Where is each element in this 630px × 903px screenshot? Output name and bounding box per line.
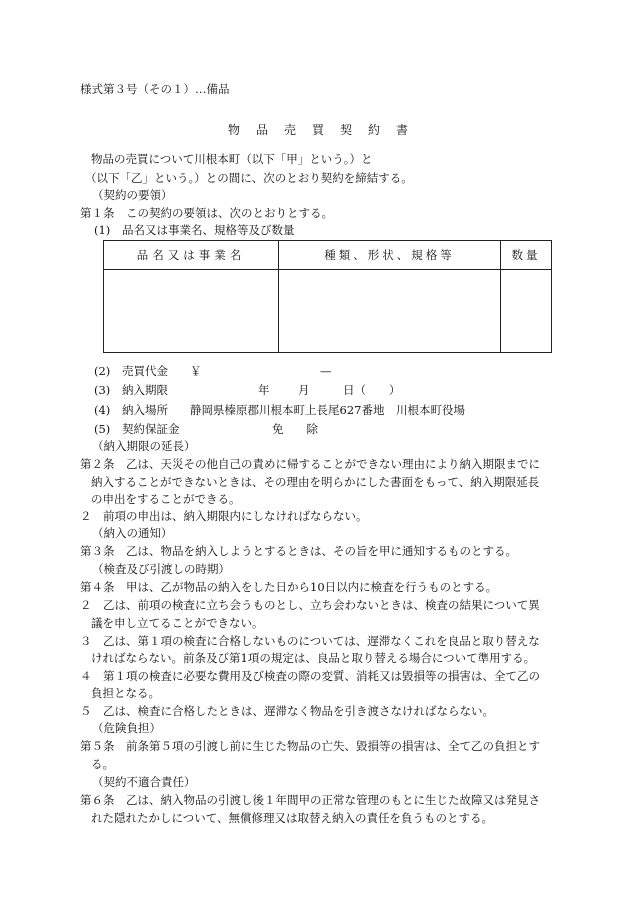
item-3-number: (3): [94, 383, 111, 397]
deadline-month: 月: [298, 383, 310, 397]
form-label: 様式第３号（その１）…備品: [80, 82, 230, 96]
table-header-row: [104, 241, 552, 270]
deadline-day: 日（ ）: [343, 383, 401, 397]
article-4-line-6: ４ 第１項の検査に必要な費用及び検査の際の変質、消耗又は毀損等の損害は、全て乙の: [80, 669, 540, 683]
deadline-year: 年: [258, 383, 270, 397]
price-dash: —: [320, 364, 332, 378]
article-2-line-1: 第２条 乙は、天災その他自己の責めに帰することができない理由により納入期限までに: [80, 457, 540, 471]
article-1-text: 第１条 この契約の要領は、次のとおりとする。: [80, 206, 333, 220]
article-2-line-3: の申出をすることができる。: [91, 492, 241, 506]
item-4-number: (4): [94, 403, 111, 417]
article-4-line-1: 第４条 甲は、乙が物品の納入をした日から10日以内に検査を行うものとする。: [80, 580, 498, 594]
item-1-number: (1): [94, 223, 111, 237]
article-3-heading: （納入の通知）: [92, 526, 173, 540]
item-2-label: 売買代金: [122, 364, 168, 378]
item-3-label: 納入期限: [122, 383, 168, 397]
article-4-line-7: 負担となる。: [91, 686, 160, 700]
table-cell-item-name[interactable]: [104, 270, 279, 353]
item-2-number: (2): [94, 364, 111, 378]
article-4-line-5: ければならない。前条及び第1項の規定は、良品と取り替える場合について準用する。: [91, 651, 536, 665]
article-4-line-3: 議を申し立てることができない。: [91, 616, 264, 630]
article-6-line-1: 第６条 乙は、納入物品の引渡し後１年間甲の正常な管理のもとに生じた故障又は発見さ: [80, 793, 540, 807]
article-5-line-1: 第５条 前条第５項の引渡し前に生じた物品の亡失、毀損等の損害は、全て乙の負担とす: [80, 739, 540, 753]
item-5-number: (5): [94, 422, 111, 436]
article-2-heading: （納入期限の延長）: [92, 439, 196, 453]
article-5-heading: （危険負担）: [92, 721, 161, 735]
document-title: 物品売買契約書: [228, 123, 425, 137]
item-4-label: 納入場所: [122, 403, 168, 417]
delivery-location: 静岡県榛原郡川根本町上長尾627番地 川根本町役場: [190, 403, 465, 417]
article-2-line-2: 納入することができないときは、その理由を明らかにした書面をもって、納入期限延長: [91, 475, 540, 489]
price-yen-symbol: ￥: [190, 364, 202, 378]
article-6-heading: （契約不適合責任）: [92, 775, 196, 789]
article-4-heading: （検査及び引渡しの時期）: [92, 562, 230, 576]
article-2-line-4: ２ 前項の申出は、納入期限内にしなければならない。: [80, 509, 368, 523]
table-cell-quantity[interactable]: [501, 270, 552, 353]
article-6-line-2: れた隠れたかしについて、無償修理又は取替え納入の責任を負うものとする。: [91, 811, 494, 825]
article-4-line-4: ３ 乙は、第１項の検査に合格しないものについては、遅滞なくこれを良品と取り替えな: [80, 634, 540, 648]
preamble-line-2: （以下「乙」という。）との間に、次のとおり契約を締結する。: [85, 171, 413, 185]
deposit-exempt: 免 除: [272, 422, 318, 436]
preamble-line-1: 物品の売買について川根本町（以下「甲」という。）と: [91, 152, 373, 166]
table-row: [104, 270, 552, 353]
table-header-specs: 種類、形状、規格等: [279, 241, 501, 270]
table-header-item-name: 品名又は事業名: [104, 241, 279, 270]
article-1-heading: （契約の要領）: [92, 188, 173, 202]
table-header-quantity: 数量: [501, 241, 552, 270]
item-1-label: 品名又は事業名、規格等及び数量: [122, 223, 295, 237]
article-5-line-2: る。: [91, 757, 114, 771]
article-4-line-2: ２ 乙は、前項の検査に立ち会うものとし、立ち会わないときは、検査の結果について異: [80, 598, 540, 612]
items-table: [103, 240, 552, 353]
article-3-text: 第３条 乙は、物品を納入しようとするときは、その旨を甲に通知するものとする。: [80, 544, 517, 558]
article-4-line-8: ５ 乙は、検査に合格したときは、遅滞なく物品を引き渡さなければならない。: [80, 704, 494, 718]
table-cell-specs[interactable]: [279, 270, 501, 353]
item-5-label: 契約保証金: [122, 422, 180, 436]
